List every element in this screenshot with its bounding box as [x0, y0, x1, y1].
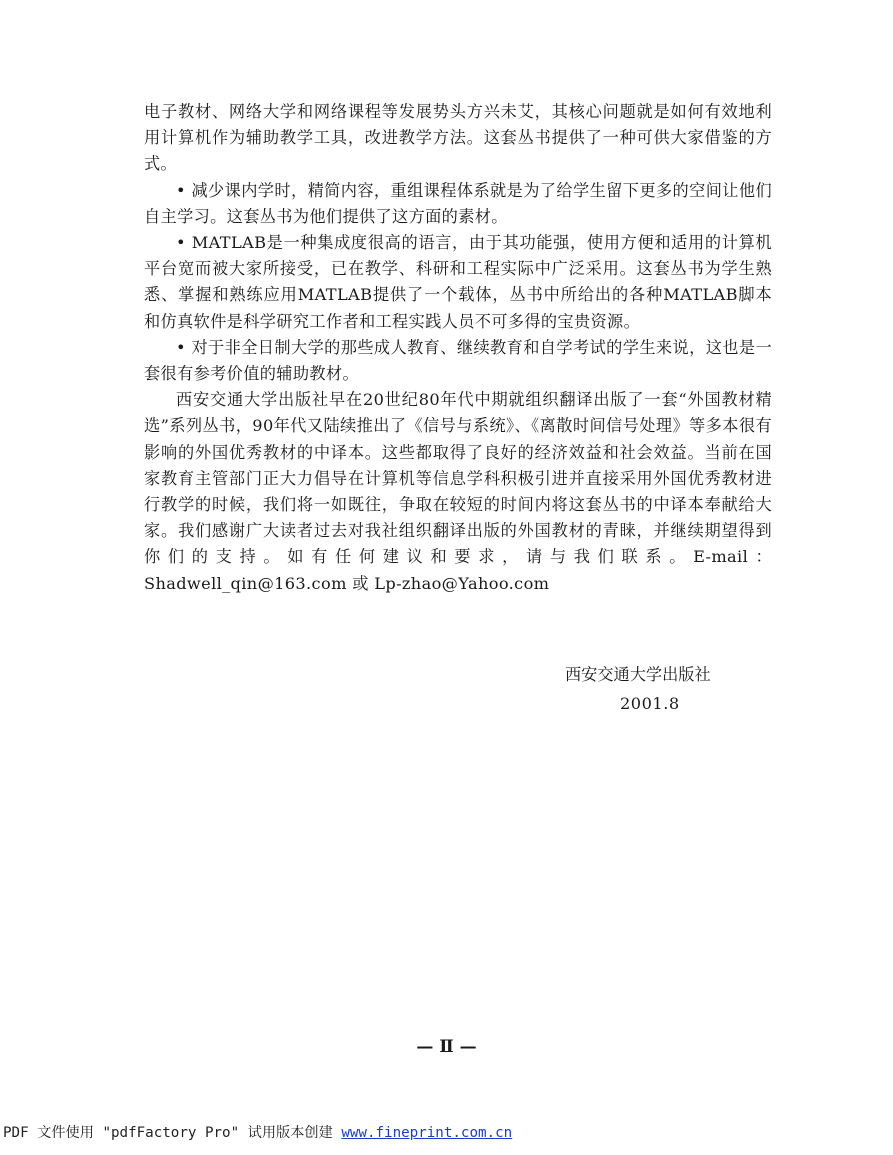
- body-text: [144, 99, 772, 597]
- bullet-paragraph-self-study: • 减少课内学时，精简内容，重组课程体系就是为了给学生留下更多的空间让他们自主学习。这套丛书为他们提供了这方面的素材。: [144, 180, 772, 226]
- footer-text: PDF 文件使用 "pdfFactory Pro" 试用版本创建: [3, 1125, 342, 1141]
- bullet-paragraph-matlab: • MATLAB是一种集成度很高的语言，由于其功能强，使用方便和适用的计算机平台宽而被大家所接受，已在教学、科研和工程实际中广泛采用。这套丛书为学生熟悉、掌握和熟练应用MATLAB提供了一个载体，丛书中所给出的各种MATLAB脚本和仿真软件是科学研究工作者和工程实践人员不可多得的宝贵资源。: [144, 233, 772, 331]
- paragraph-intro-continuation: 电子教材、网络大学和网络课程等发展势头方兴未艾，其核心问题就是如何有效地利用计算机作为辅助教学工具，改进教学方法。这套丛书提供了一种可供大家借鉴的方式。: [144, 102, 772, 174]
- signature-date: 2001.8: [620, 694, 680, 713]
- page-number: — Ⅱ —: [416, 1037, 477, 1057]
- footer-link[interactable]: www.fineprint.com.cn: [341, 1125, 513, 1141]
- bullet-paragraph-adult-education: • 对于非全日制大学的那些成人教育、继续教育和自学考试的学生来说，这也是一套很有参考价值的辅助教材。: [144, 337, 772, 384]
- signature-publisher: 西安交通大学出版社: [565, 665, 711, 684]
- paragraph-publisher-history: 西安交通大学出版社早在20世纪80年代中期就组织翻译出版了一套“外国教材精选”系列丛书，90年代又陆续推出了《信号与系统》、《离散时间信号处理》等多本很有影响的外国优秀教材的中译本。这些都取得了良好的经济效益和社会效益。当前在国家教育主管部门正大力倡导在计算机等信息学科积极引进并直接采用外国优秀教材进行教学的时候，我们将一如既往，争取在较短的时间内将这套丛书的中译本奉献给大家。我们感谢广大读者过去对我社组织翻译出版的外国教材的青睐，并继续期望得到你们的支持。如有任何建议和要求，请与我们联系。E-mail：Shadwell_qin@163.com 或 Lp-zhao@Yahoo.com: [144, 390, 772, 593]
- pdf-footer: [3, 1122, 512, 1142]
